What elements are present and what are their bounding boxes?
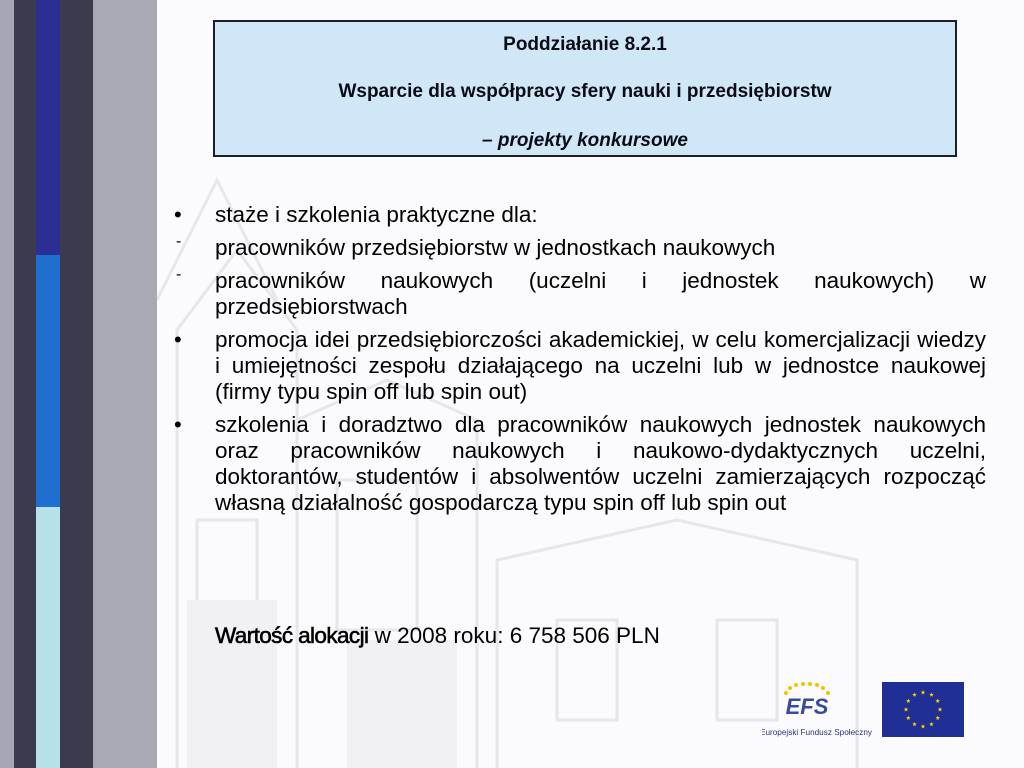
eu-star-icon bbox=[929, 722, 934, 726]
left-stripe-dark-2 bbox=[60, 0, 93, 768]
eu-star-icon bbox=[912, 692, 917, 696]
dash-marker: - bbox=[176, 233, 182, 250]
eu-star-icon bbox=[929, 692, 934, 696]
bullet-marker: • bbox=[174, 202, 182, 227]
eu-star-icon bbox=[935, 716, 940, 720]
eu-star-icon bbox=[921, 690, 926, 694]
title-line-1: Poddziałanie 8.2.1 bbox=[503, 34, 667, 55]
list-item-text: staże i szkolenia praktyczne dla: bbox=[215, 202, 538, 227]
left-stripe-color bbox=[36, 0, 60, 768]
eu-star-icon bbox=[938, 707, 943, 711]
list-item bbox=[172, 202, 986, 228]
list-item bbox=[172, 327, 986, 405]
title-line-2: Wsparcie dla współpracy sfery nauki i przedsiębiorstw bbox=[338, 81, 832, 102]
efs-logo bbox=[762, 676, 872, 740]
left-stripe-dark bbox=[14, 0, 36, 768]
bullet-marker: • bbox=[174, 327, 182, 352]
list-item-text: pracowników przedsiębiorstw w jednostkach naukowych bbox=[215, 235, 776, 260]
list-item-text: promocja idei przedsiębiorczości akademickiej, w celu komercjalizacji wiedzy i umiejętności zespołu działającego na uczelni lub w jednostce naukowej (firmy typu spin off lub spin out) bbox=[215, 327, 986, 404]
eu-star-icon bbox=[921, 724, 926, 728]
allocation-label: Wartość alokacji bbox=[215, 623, 369, 648]
eu-flag-logo bbox=[882, 682, 964, 737]
efs-letters: EFS bbox=[785, 694, 829, 719]
eu-star-icon bbox=[912, 722, 917, 726]
left-stripe-gray bbox=[0, 0, 14, 768]
allocation-line bbox=[215, 623, 660, 649]
bullet-marker: • bbox=[174, 412, 182, 437]
list-item-text: szkolenia i doradztwo dla pracowników naukowych jednostek naukowych oraz pracowników naukowych i naukowo-dydaktycznych uczelni, doktorantów, studentów i absolwentów uczelni zamierzających rozpocząć własną działalność gospodarczą typu spin off lub spin out bbox=[215, 412, 986, 515]
eu-star-icon bbox=[935, 699, 940, 703]
efs-caption: Europejski Fundusz Społeczny bbox=[762, 728, 872, 737]
efs-logo-graphic bbox=[762, 676, 872, 740]
eu-star-icon bbox=[906, 716, 911, 720]
list-item-text: pracowników naukowych (uczelni i jednostek naukowych) w przedsiębiorstwach bbox=[215, 268, 986, 319]
allocation-value: w 2008 roku: 6 758 506 PLN bbox=[368, 623, 660, 648]
bullet-list bbox=[172, 202, 986, 523]
title-box bbox=[213, 20, 957, 157]
list-item bbox=[172, 268, 986, 320]
eu-star-icon bbox=[904, 707, 909, 711]
list-item bbox=[172, 235, 986, 261]
eu-stars-icon bbox=[882, 682, 964, 737]
list-item bbox=[172, 412, 986, 516]
dash-marker: - bbox=[176, 266, 182, 283]
eu-star-icon bbox=[906, 699, 911, 703]
left-stripe-gray-2 bbox=[93, 0, 157, 768]
title-line-3: – projekty konkursowe bbox=[482, 130, 688, 151]
